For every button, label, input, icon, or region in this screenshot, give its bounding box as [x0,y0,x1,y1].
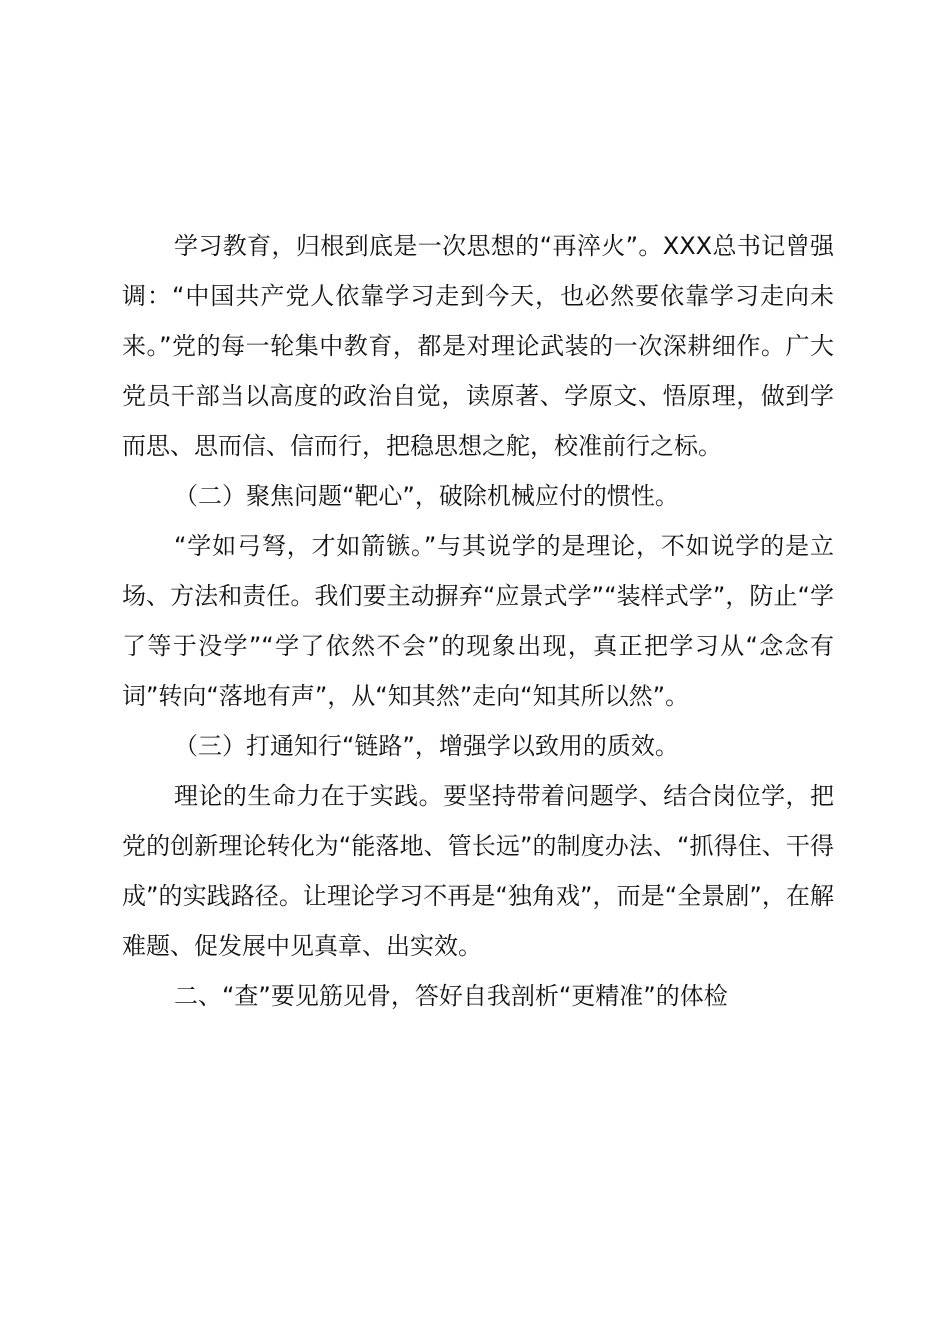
body-paragraph-study-education: 学习教育，归根到底是一次思想的“再淬火”。XXX总书记曾强调：“中国共产党人依靠学习走到今天，也必然要依靠学习走向未来。”党的每一轮集中教育，都是对理论武装的一次深耕细作。广大党员干部当以高度的政治自觉，读原著、学原文、悟原理，做到学而思、思而信、信而行，把稳思想之舵，校准前行之标。 [122,232,834,460]
document-body [122,221,834,1021]
chapter-heading-check: 二、“查”要见筋见骨，答好自我剖析“更精准”的体检 [174,982,728,1010]
section-heading-3: （三）打通知行“链路”，增强学以致用的质效。 [174,732,679,760]
body-paragraph-bow-arrow: “学如弓弩，才如箭镞。”与其说学的是理论，不如说学的是立场、方法和责任。我们要主动摒弃“应景式学”“装样式学”，防止“学了等于没学”“学了依然不会”的现象出现，真正把学习从“念念有词”转向“落地有声”，从“知其然”走向“知其所以然”。 [122,532,834,710]
body-paragraph-practice: 理论的生命力在于实践。要坚持带着问题学、结合岗位学，把党的创新理论转化为“能落地、管长远”的制度办法、“抓得住、干得成”的实践路径。让理论学习不再是“独角戏”，而是“全景剧”，在解难题、促发展中见真章、出实效。 [122,782,834,960]
section-heading-2: （二）聚焦问题“靶心”，破除机械应付的惯性。 [174,482,679,510]
